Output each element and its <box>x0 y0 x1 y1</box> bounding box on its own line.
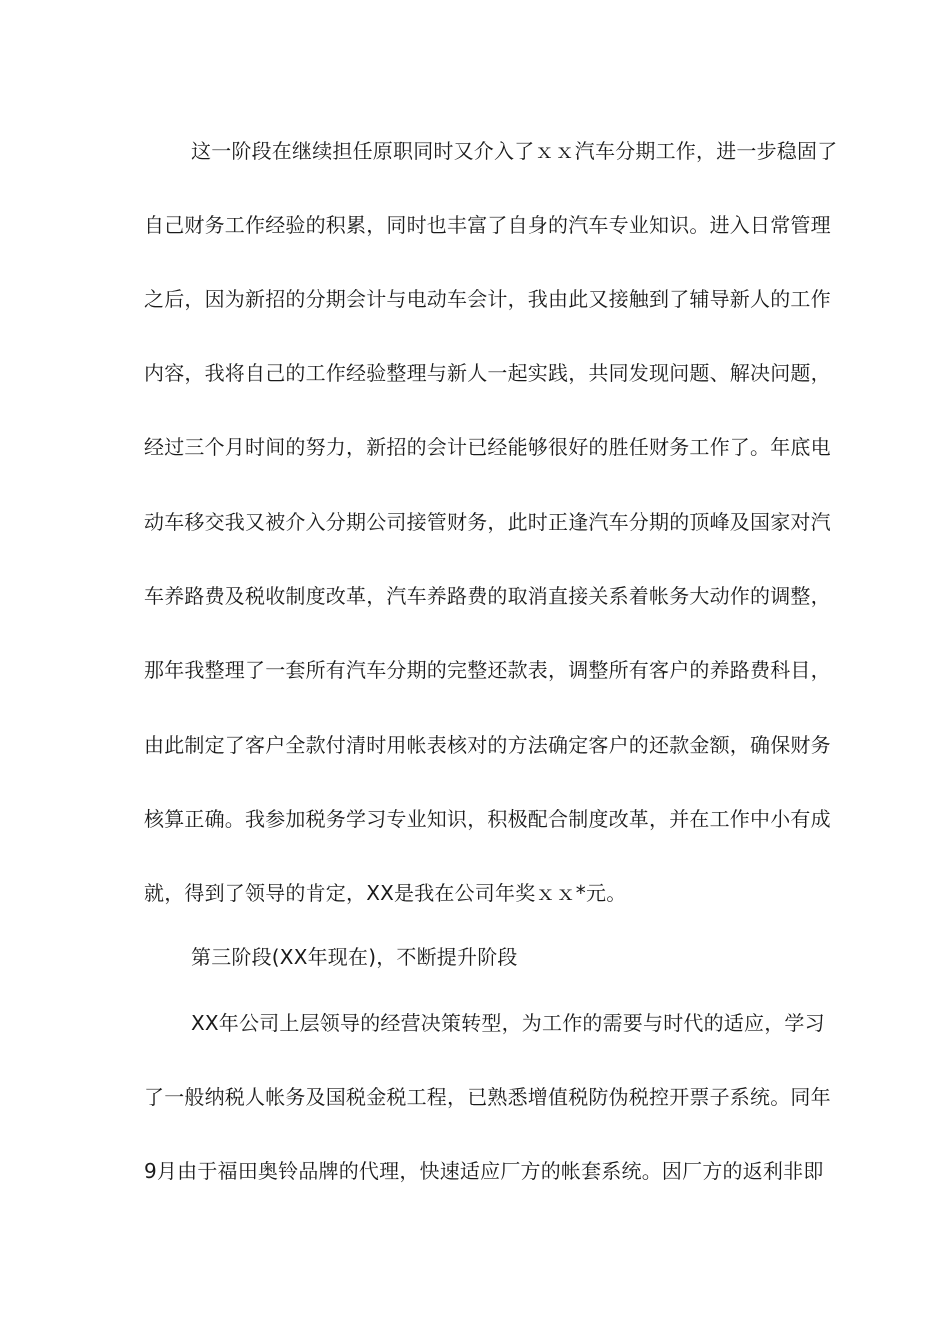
paragraph-2-line-2: 了一般纳税人帐务及国税金税工程，已熟悉增值税防伪税控开票子系统。同年 <box>144 1085 831 1109</box>
paragraph-2-line-3: 9月由于福田奥铃品牌的代理，快速适应厂方的帐套系统。因厂方的返利非即 <box>144 1159 824 1183</box>
paragraph-1-line-4: 内容，我将自己的工作经验整理与新人一起实践，共同发现问题、解决问题， <box>144 361 831 385</box>
paragraph-1-line-9: 由此制定了客户全款付清时用帐表核对的方法确定客户的还款金额，确保财务 <box>144 733 831 757</box>
paragraph-1-line-1: 这一阶段在继续担任原职同时又介入了ｘｘ汽车分期工作，进一步稳固了 <box>191 139 838 163</box>
paragraph-2-line-1: XX年公司上层领导的经营决策转型，为工作的需要与时代的适应，学习 <box>191 1011 825 1035</box>
paragraph-1-line-10: 核算正确。我参加税务学习专业知识，积极配合制度改革，并在工作中小有成 <box>144 807 831 831</box>
paragraph-1-line-7: 车养路费及税收制度改革，汽车养路费的取消直接关系着帐务大动作的调整， <box>144 584 831 608</box>
paragraph-1-line-2: 自己财务工作经验的积累，同时也丰富了自身的汽车专业知识。进入日常管理 <box>144 213 831 237</box>
paragraph-1-line-3: 之后，因为新招的分期会计与电动车会计，我由此又接触到了辅导新人的工作 <box>144 287 831 311</box>
paragraph-1-line-11: 就，得到了领导的肯定，XX是我在公司年奖ｘｘ*元。 <box>144 881 627 905</box>
paragraph-1-line-8: 那年我整理了一套所有汽车分期的完整还款表，调整所有客户的养路费科目， <box>144 658 831 682</box>
section-heading-stage-3: 第三阶段(XX年现在)，不断提升阶段 <box>191 945 518 969</box>
paragraph-1-line-6: 动车移交我又被介入分期公司接管财务，此时正逢汽车分期的顶峰及国家对汽 <box>144 510 831 534</box>
paragraph-1-line-5: 经过三个月时间的努力，新招的会计已经能够很好的胜任财务工作了。年底电 <box>144 435 831 459</box>
